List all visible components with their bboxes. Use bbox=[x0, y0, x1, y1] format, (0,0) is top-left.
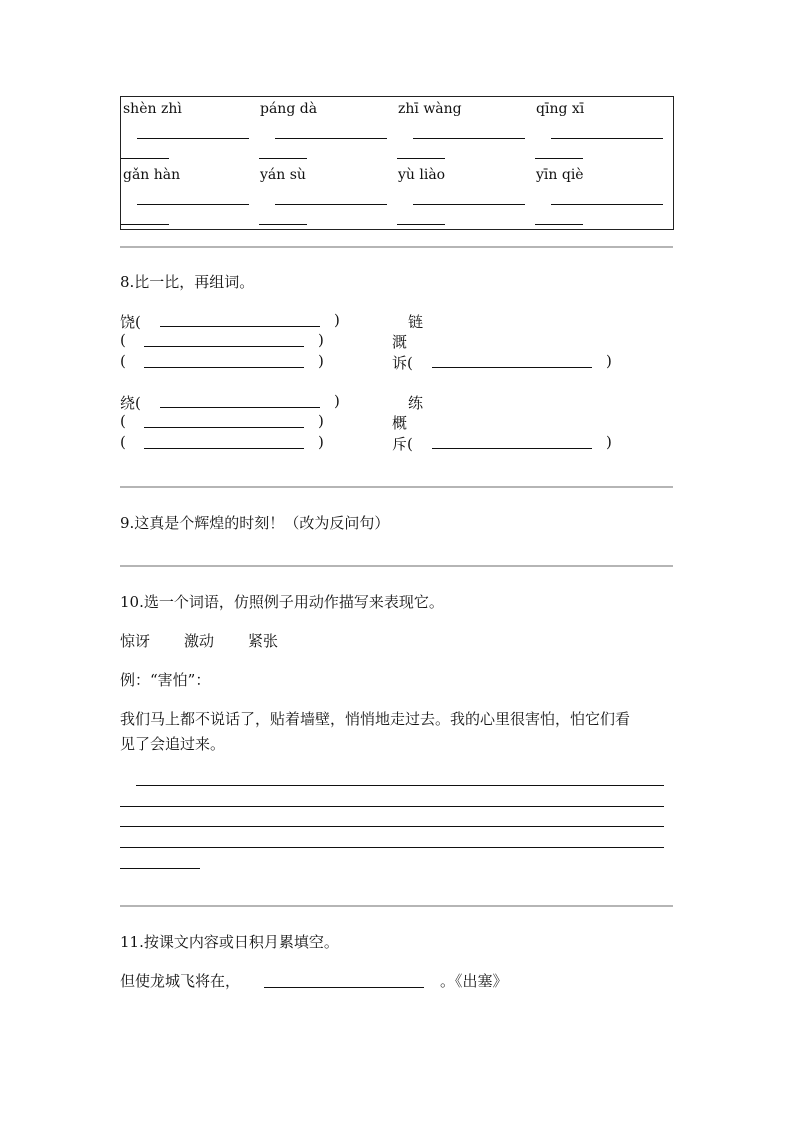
pinyin-4: qīng xī bbox=[536, 101, 585, 117]
answer-blank[interactable] bbox=[275, 204, 387, 205]
pinyin-3: zhī wàng bbox=[398, 101, 462, 117]
q8-char: 绕( bbox=[120, 394, 141, 412]
q8-paren: ) bbox=[606, 352, 612, 370]
q8-char: 诉( bbox=[392, 354, 413, 372]
q11-poem-end: 。《出塞》 bbox=[440, 972, 508, 990]
q11-poem-start: 但使龙城飞将在， bbox=[120, 972, 241, 990]
answer-blank[interactable] bbox=[259, 224, 307, 225]
q8-paren: ) bbox=[334, 311, 340, 329]
answer-blank[interactable] bbox=[144, 427, 304, 428]
answer-blank[interactable] bbox=[275, 138, 387, 139]
answer-blank[interactable] bbox=[535, 158, 583, 159]
q8-paren: ) bbox=[318, 412, 324, 430]
writing-line[interactable] bbox=[120, 826, 664, 827]
writing-line[interactable] bbox=[120, 806, 664, 807]
pinyin-8: yīn qiè bbox=[536, 167, 584, 183]
answer-blank[interactable] bbox=[137, 204, 249, 205]
pinyin-box bbox=[120, 96, 674, 230]
q8-paren: ) bbox=[606, 433, 612, 451]
answer-blank[interactable] bbox=[551, 204, 663, 205]
answer-blank[interactable] bbox=[160, 326, 320, 327]
q8-char: 溉 bbox=[392, 333, 408, 351]
q8-paren: ( bbox=[120, 331, 126, 349]
q10-title: 10.选一个词语，仿照例子用动作描写来表现它。 bbox=[120, 593, 444, 611]
pinyin-1: shèn zhì bbox=[123, 101, 182, 117]
pinyin-7: yù liào bbox=[398, 167, 446, 183]
answer-blank[interactable] bbox=[264, 987, 424, 988]
answer-blank[interactable] bbox=[137, 138, 249, 139]
writing-line[interactable] bbox=[120, 868, 200, 869]
answer-blank[interactable] bbox=[144, 367, 304, 368]
q8-char: 概 bbox=[392, 414, 408, 432]
pinyin-5: gǎn hàn bbox=[123, 167, 181, 183]
pinyin-2: páng dà bbox=[260, 101, 318, 117]
word-option: 激动 bbox=[184, 632, 215, 650]
writing-line[interactable] bbox=[136, 785, 664, 786]
section-divider bbox=[120, 486, 673, 488]
answer-blank[interactable] bbox=[432, 448, 592, 449]
word-option: 惊讶 bbox=[120, 632, 151, 650]
q9-title: 9.这真是个辉煌的时刻！（改为反问句） bbox=[120, 514, 390, 532]
section-divider bbox=[120, 565, 673, 567]
answer-blank[interactable] bbox=[121, 224, 169, 225]
q11-title: 11.按课文内容或日积月累填空。 bbox=[120, 933, 339, 951]
q8-paren: ) bbox=[318, 331, 324, 349]
answer-blank[interactable] bbox=[121, 158, 169, 159]
answer-blank[interactable] bbox=[432, 367, 592, 368]
answer-blank[interactable] bbox=[535, 224, 583, 225]
answer-blank[interactable] bbox=[259, 158, 307, 159]
answer-blank[interactable] bbox=[413, 204, 525, 205]
q8-char: 斥( bbox=[392, 435, 413, 453]
answer-blank[interactable] bbox=[397, 158, 445, 159]
answer-blank[interactable] bbox=[413, 138, 525, 139]
pinyin-6: yán sù bbox=[260, 167, 306, 183]
q8-char: 饶( bbox=[120, 313, 141, 331]
answer-blank[interactable] bbox=[551, 138, 663, 139]
section-divider bbox=[120, 246, 673, 248]
q8-char: 链 bbox=[408, 313, 424, 331]
answer-blank[interactable] bbox=[160, 407, 320, 408]
example-text: 见了会追过来。 bbox=[120, 735, 226, 753]
q8-paren: ) bbox=[318, 433, 324, 451]
word-option: 紧张 bbox=[248, 632, 279, 650]
section-divider bbox=[120, 905, 673, 907]
answer-blank[interactable] bbox=[144, 346, 304, 347]
answer-blank[interactable] bbox=[144, 448, 304, 449]
q8-paren: ( bbox=[120, 352, 126, 370]
q8-char: 练 bbox=[408, 394, 424, 412]
q8-title: 8.比一比，再组词。 bbox=[120, 273, 255, 291]
writing-line[interactable] bbox=[120, 847, 664, 848]
answer-blank[interactable] bbox=[397, 224, 445, 225]
q8-paren: ( bbox=[120, 433, 126, 451]
q8-paren: ( bbox=[120, 412, 126, 430]
q8-paren: ) bbox=[318, 352, 324, 370]
example-text: 我们马上都不说话了，贴着墙壁，悄悄地走过去。我的心里很害怕，怕它们看 bbox=[120, 710, 631, 728]
q8-paren: ) bbox=[334, 392, 340, 410]
example-label: 例：“害怕”： bbox=[120, 671, 211, 689]
